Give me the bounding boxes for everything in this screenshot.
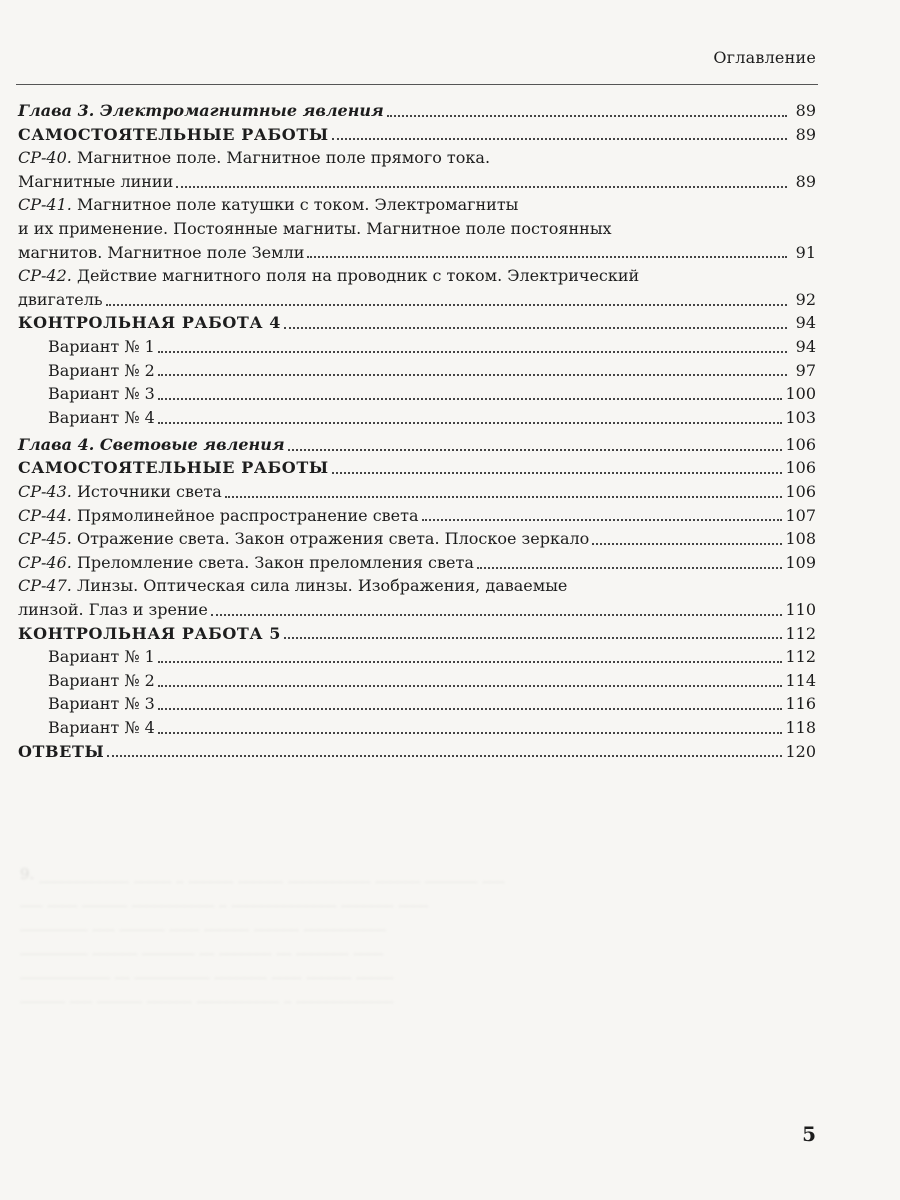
toc-entry-section[interactable]	[18, 456, 816, 480]
dot-leader	[284, 327, 787, 329]
toc-entry-line[interactable]	[18, 598, 816, 622]
dot-leader	[387, 115, 787, 117]
page-ref: 91	[795, 242, 816, 262]
toc-entry-line	[18, 146, 816, 170]
page-ref: 94	[795, 313, 816, 333]
toc-entry-work[interactable]	[18, 504, 816, 528]
dot-leader	[158, 661, 783, 663]
entry-title-wrap	[18, 241, 304, 265]
entry-title-wrap	[18, 527, 589, 551]
dot-leader	[225, 496, 783, 498]
page-ref: 97	[795, 360, 816, 380]
entry-title-wrap	[18, 692, 155, 716]
page-ref: 118	[785, 717, 816, 737]
variant-title: Вариант № 4	[48, 717, 155, 737]
page-ref: 106	[785, 434, 816, 454]
variant-title: Вариант № 1	[48, 336, 155, 356]
toc-entry-variant[interactable]	[18, 645, 816, 669]
toc-entry-variant[interactable]	[18, 406, 816, 430]
toc-entry-variant[interactable]	[18, 335, 816, 359]
toc-entry-line[interactable]	[18, 288, 816, 312]
dot-leader	[158, 422, 783, 424]
dot-leader	[106, 304, 787, 306]
section-title: САМОСТОЯТЕЛЬНЫЕ РАБОТЫ	[18, 124, 329, 144]
entry-title-wrap	[18, 123, 329, 147]
section-title: КОНТРОЛЬНАЯ РАБОТА 4	[18, 313, 281, 333]
toc-entry-chapter[interactable]	[18, 99, 816, 123]
entry-title: линзой. Глаз и зрение	[18, 599, 208, 619]
dot-leader	[477, 567, 783, 569]
entry-title-wrap	[18, 433, 285, 457]
entry-title: магнитов. Магнитное поле Земли	[18, 242, 305, 262]
work-code: СР-42.	[18, 266, 72, 286]
variant-title: Вариант № 1	[48, 647, 155, 667]
page-ref: 112	[785, 623, 816, 643]
toc-entry-variant[interactable]	[18, 382, 816, 406]
toc-entry-section[interactable]	[18, 622, 816, 646]
entry-title: Преломление света. Закон преломления света	[76, 552, 474, 572]
entry-title: двигатель	[18, 289, 103, 309]
page-ref: 110	[785, 599, 816, 619]
entry-title-wrap	[18, 504, 419, 528]
entry-title-wrap	[18, 456, 329, 480]
toc-entry-section[interactable]	[18, 311, 816, 335]
toc-entry-work[interactable]	[18, 551, 816, 575]
header-rule	[16, 84, 818, 85]
variant-title: Вариант № 3	[48, 384, 155, 404]
dot-leader	[158, 374, 787, 376]
section-title: САМОСТОЯТЕЛЬНЫЕ РАБОТЫ	[18, 458, 329, 478]
entry-title-wrap	[18, 335, 155, 359]
variant-title: Вариант № 2	[48, 670, 155, 690]
dot-leader	[211, 614, 783, 616]
chapter-name: Световые явления	[94, 434, 285, 454]
dot-leader	[284, 637, 782, 639]
entry-title: Магнитные линии	[18, 171, 174, 191]
page-ref: 112	[785, 647, 816, 667]
entry-title-wrap	[18, 480, 222, 504]
chapter-number: Глава 3.	[18, 101, 95, 120]
work-code: СР-44.	[18, 505, 72, 525]
toc-entry-section[interactable]	[18, 740, 816, 764]
entry-title: Линзы. Оптическая сила линзы. Изображения, даваемые	[76, 576, 568, 596]
dot-leader	[288, 449, 783, 451]
variant-title: Вариант № 3	[48, 694, 155, 714]
page-ref: 106	[785, 458, 816, 478]
entry-title: Магнитное поле катушки с током. Электромагниты	[76, 195, 519, 215]
page-ref: 106	[785, 482, 816, 501]
page-ref: 94	[795, 336, 816, 356]
dot-leader	[176, 186, 787, 188]
dot-leader	[107, 755, 782, 757]
toc-entry-variant[interactable]	[18, 716, 816, 740]
page-ref: 108	[785, 529, 816, 549]
entry-title-wrap	[18, 598, 208, 622]
entry-title-wrap	[18, 645, 155, 669]
entry-title-wrap	[18, 551, 474, 575]
toc-entry-variant[interactable]	[18, 669, 816, 693]
entry-title-wrap	[18, 740, 104, 764]
chapter-name: Электромагнитные явления	[94, 101, 384, 120]
chapter-title	[18, 101, 384, 120]
toc-entry-work[interactable]	[18, 480, 816, 504]
toc-entry-line	[18, 217, 816, 241]
toc-entry-line	[18, 574, 816, 598]
work-code: СР-43.	[18, 482, 72, 501]
entry-title: Магнитное поле. Магнитное поле прямого тока.	[76, 148, 491, 168]
dot-leader	[158, 351, 787, 353]
variant-title: Вариант № 4	[48, 407, 155, 427]
work-code: СР-40.	[18, 148, 72, 168]
section-title: ОТВЕТЫ	[18, 741, 105, 761]
toc-entry-variant[interactable]	[18, 359, 816, 383]
entry-title-wrap	[18, 406, 155, 430]
page-ref: 107	[785, 505, 816, 525]
entry-title-wrap	[18, 359, 155, 383]
entry-title: Отражение света. Закон отражения света. Плоское зеркало	[76, 529, 590, 549]
entry-title-wrap	[18, 669, 155, 693]
dot-leader	[332, 472, 783, 474]
section-title: КОНТРОЛЬНАЯ РАБОТА 5	[18, 623, 281, 643]
entry-title: Источники света	[76, 482, 222, 501]
toc-entry-line	[18, 264, 816, 288]
page-ref: 103	[785, 407, 816, 427]
work-code: СР-41.	[18, 195, 72, 215]
page-ref: 100	[785, 384, 816, 404]
page-ref: 120	[785, 741, 816, 761]
dot-leader	[158, 708, 783, 710]
entry-title-wrap	[18, 311, 281, 335]
dot-leader	[422, 519, 783, 521]
toc-entry-line[interactable]	[18, 170, 816, 194]
entry-title-wrap	[18, 99, 384, 123]
page-ref: 109	[785, 552, 816, 572]
table-of-contents	[18, 99, 816, 763]
page-ref: 89	[795, 101, 816, 120]
toc-entry-section[interactable]	[18, 123, 816, 147]
work-code: СР-47.	[18, 576, 72, 596]
page-ref: 89	[795, 171, 816, 191]
entry-title: Прямолинейное распространение света	[76, 505, 419, 525]
dot-leader	[158, 685, 783, 687]
toc-entry-line	[18, 193, 816, 217]
toc-entry-work[interactable]	[18, 527, 816, 551]
chapter-title	[18, 435, 285, 454]
toc-entry-chapter[interactable]	[18, 433, 816, 457]
variant-title: Вариант № 2	[48, 360, 155, 380]
page-ref: 116	[785, 694, 816, 714]
dot-leader	[158, 732, 783, 734]
chapter-number: Глава 4.	[18, 434, 95, 454]
work-code: СР-46.	[18, 552, 72, 572]
dot-leader	[158, 398, 783, 400]
page-ref: 89	[795, 124, 816, 144]
running-header: Оглавление	[713, 48, 816, 67]
dot-leader	[592, 543, 782, 545]
page-ref: 114	[785, 670, 816, 690]
toc-entry-line[interactable]	[18, 241, 816, 265]
dot-leader	[307, 256, 787, 258]
entry-title-wrap	[18, 382, 155, 406]
entry-title-wrap	[18, 716, 155, 740]
show-through-text: 9. ____________ _____ _ ______ ______ ___________ ______ _______ ___ ___ ____ ______ ___________ _ ______________ _______ ____ _________ ___ ______ ____ ______ ______ ___________ _________ ______ _______ __ _______ __ _______ ____ ____________ __ __________ _______ ____ ______ _____ ______ ___ ______ ______ ___________ _ _____________	[20, 865, 505, 1003]
entry-title-wrap	[18, 622, 281, 646]
dot-leader	[332, 138, 787, 140]
work-code: СР-45.	[18, 529, 72, 549]
entry-title-wrap	[18, 288, 103, 312]
toc-entry-variant[interactable]	[18, 692, 816, 716]
entry-title: Действие магнитного поля на проводник с током. Электрический	[76, 266, 640, 286]
entry-title-wrap	[18, 170, 173, 194]
entry-title: и их применение. Постоянные магниты. Магнитное поле постоянных	[18, 218, 612, 238]
page-ref: 92	[795, 289, 816, 309]
page-number: 5	[802, 1122, 816, 1146]
